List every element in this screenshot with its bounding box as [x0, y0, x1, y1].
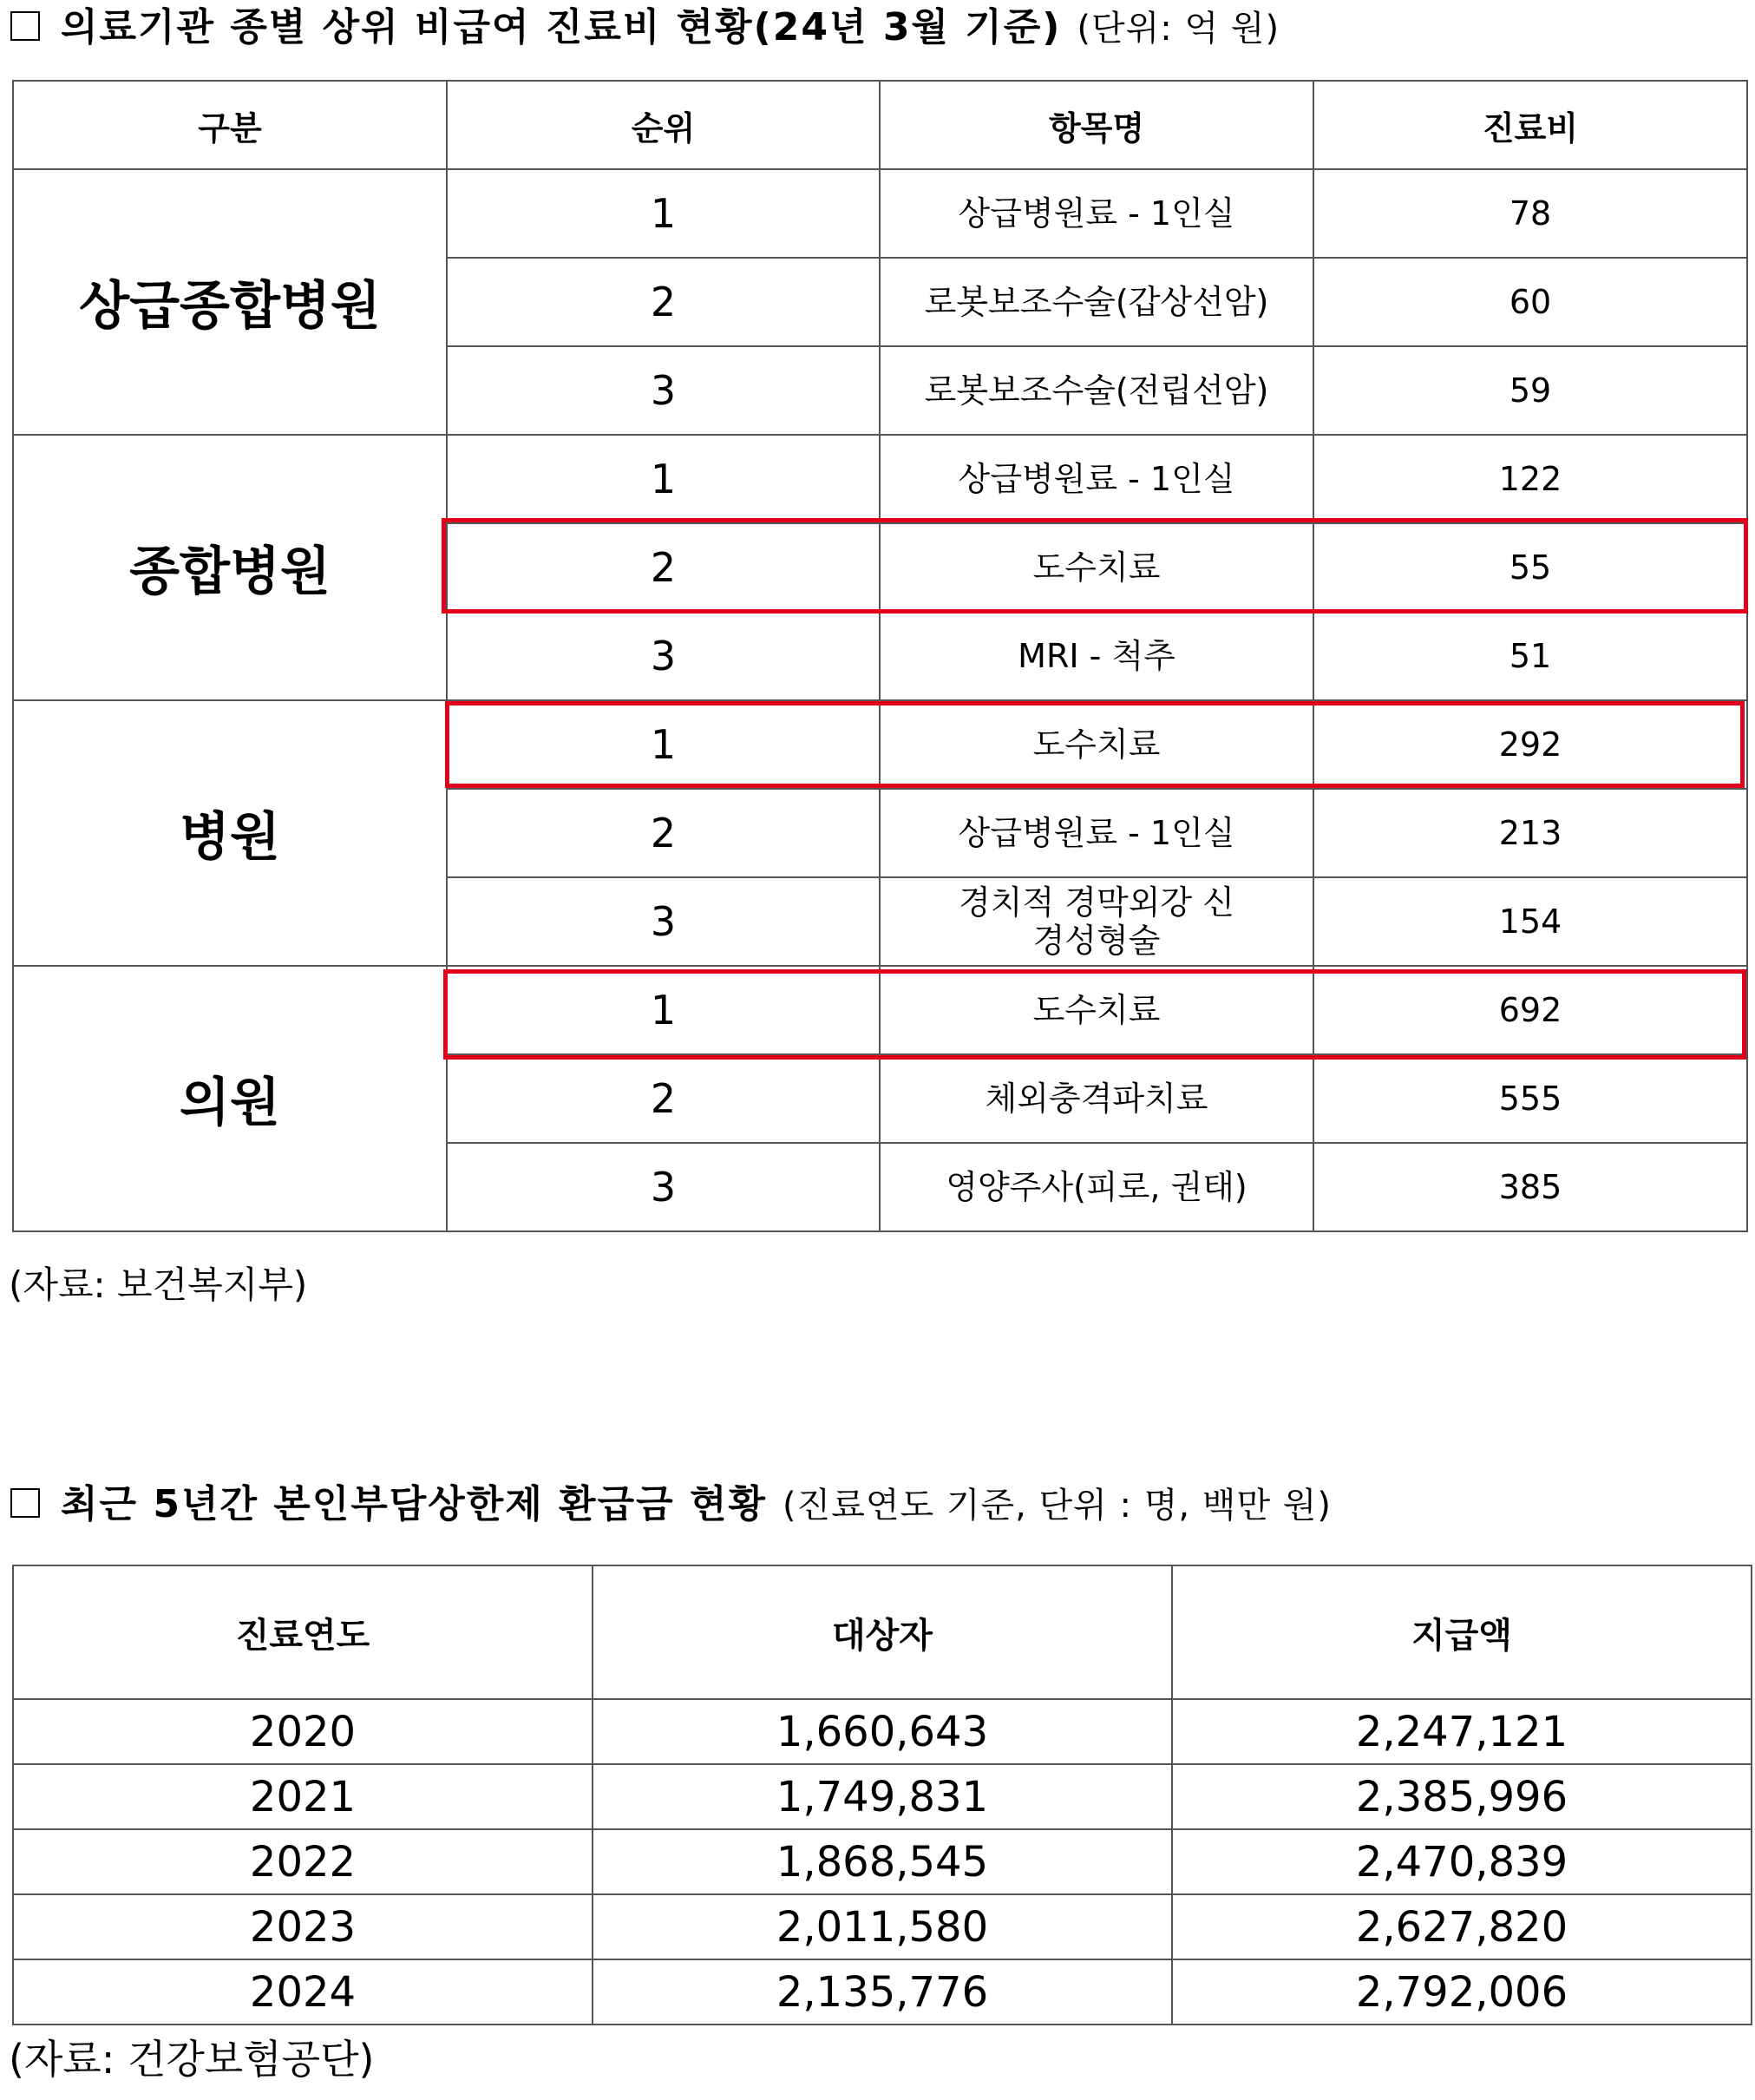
section1-source: (자료: 보건복지부)	[9, 1263, 308, 1306]
cost-cell: 55	[1313, 523, 1747, 612]
people-cell: 2,135,776	[593, 1959, 1172, 2025]
cost-cell: 213	[1313, 789, 1747, 877]
amount-cell: 2,385,996	[1172, 1764, 1752, 1829]
header-category: 구분	[13, 81, 447, 169]
highlight-box-hospital-manual-therapy	[445, 701, 1745, 788]
header-item-name: 항목명	[880, 81, 1313, 169]
item-cell: MRI - 척추	[880, 612, 1313, 700]
refund-status-table	[12, 1565, 1752, 2025]
cost-cell: 51	[1313, 612, 1747, 700]
table-row	[13, 1764, 1752, 1829]
rank-cell: 2	[447, 523, 880, 612]
table-row	[13, 1959, 1752, 2025]
header-people: 대상자	[593, 1565, 1172, 1699]
rank-cell: 1	[447, 435, 880, 523]
section1-title: 의료기관 종별 상위 비급여 진료비 현황(24년 3월 기준)	[61, 5, 1062, 49]
item-cell: 상급병원료 - 1인실	[880, 435, 1313, 523]
amount-cell: 2,792,006	[1172, 1959, 1752, 2025]
people-cell: 1,868,545	[593, 1829, 1172, 1894]
group-label: 종합병원	[13, 435, 447, 700]
rank-cell: 1	[447, 966, 880, 1054]
rank-cell: 3	[447, 346, 880, 435]
rank-cell: 2	[447, 1054, 880, 1143]
amount-cell: 2,470,839	[1172, 1829, 1752, 1894]
rank-cell: 3	[447, 612, 880, 700]
group-label: 상급종합병원	[13, 169, 447, 435]
year-cell: 2023	[13, 1894, 593, 1959]
group-label: 의원	[13, 966, 447, 1231]
year-cell: 2020	[13, 1699, 593, 1764]
section1-title-line	[10, 2, 1280, 55]
checkbox-square-icon	[10, 11, 40, 41]
section2-title-line	[10, 1479, 1332, 1532]
item-cell: 로봇보조수술(전립선암)	[880, 346, 1313, 435]
amount-cell: 2,247,121	[1172, 1699, 1752, 1764]
item-cell: 체외충격파치료	[880, 1054, 1313, 1143]
checkbox-square-icon	[10, 1488, 40, 1518]
rank-cell: 2	[447, 258, 880, 346]
rank-cell: 2	[447, 789, 880, 877]
rank-cell: 1	[447, 169, 880, 258]
item-cell: 로봇보조수술(갑상선암)	[880, 258, 1313, 346]
year-cell: 2024	[13, 1959, 593, 2025]
header-amount: 지급액	[1172, 1565, 1752, 1699]
people-cell: 1,660,643	[593, 1699, 1172, 1764]
year-cell: 2022	[13, 1829, 593, 1894]
rank-cell: 3	[447, 877, 880, 966]
cost-cell: 385	[1313, 1143, 1747, 1231]
table-row	[13, 1699, 1752, 1764]
item-cell: 상급병원료 - 1인실	[880, 789, 1313, 877]
item-cell: 도수치료	[880, 700, 1313, 789]
header-cost: 진료비	[1313, 81, 1747, 169]
rank-cell: 3	[447, 1143, 880, 1231]
cost-cell: 692	[1313, 966, 1747, 1054]
highlight-box-general-hospital-manual-therapy	[442, 518, 1748, 614]
cost-cell: 78	[1313, 169, 1747, 258]
table-row	[13, 169, 1747, 258]
table-row	[13, 435, 1747, 523]
year-cell: 2021	[13, 1764, 593, 1829]
header-year: 진료연도	[13, 1565, 593, 1699]
cost-cell: 122	[1313, 435, 1747, 523]
item-cell: 영양주사(피로, 권태)	[880, 1143, 1313, 1231]
table-header-row	[13, 1565, 1752, 1699]
table-row	[13, 1894, 1752, 1959]
cost-cell: 59	[1313, 346, 1747, 435]
item-cell: 도수치료	[880, 523, 1313, 612]
table-header-row	[13, 81, 1747, 169]
section2-source: (자료: 건강보험공단)	[9, 2036, 375, 2083]
section1-unit: (단위: 억 원)	[1077, 9, 1280, 49]
table-row	[13, 1829, 1752, 1894]
header-rank: 순위	[447, 81, 880, 169]
cost-cell: 154	[1313, 877, 1747, 966]
cost-cell: 555	[1313, 1054, 1747, 1143]
item-cell: 경치적 경막외강 신경성형술	[880, 877, 1313, 966]
people-cell: 1,749,831	[593, 1764, 1172, 1829]
rank-cell: 1	[447, 700, 880, 789]
cost-cell: 292	[1313, 700, 1747, 789]
highlight-box-clinic-manual-therapy	[443, 969, 1746, 1060]
item-cell: 상급병원료 - 1인실	[880, 169, 1313, 258]
group-label: 병원	[13, 700, 447, 966]
section2-unit: (진료연도 기준, 단위 : 명, 백만 원)	[782, 1486, 1333, 1526]
item-cell: 도수치료	[880, 966, 1313, 1054]
section2-title: 최근 5년간 본인부담상한제 환급금 현황	[61, 1482, 767, 1526]
amount-cell: 2,627,820	[1172, 1894, 1752, 1959]
people-cell: 2,011,580	[593, 1894, 1172, 1959]
cost-cell: 60	[1313, 258, 1747, 346]
